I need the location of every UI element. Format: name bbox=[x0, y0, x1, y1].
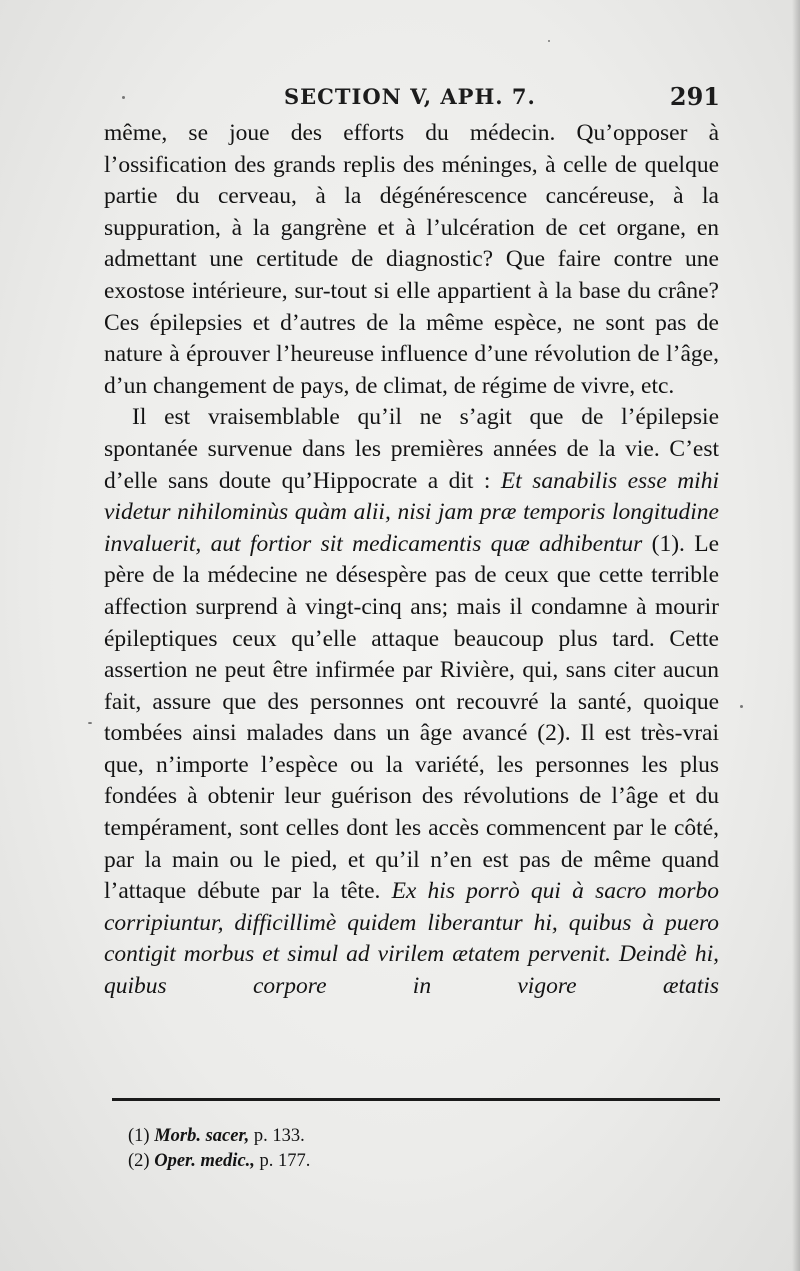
page-header bbox=[100, 78, 720, 118]
paragraph bbox=[104, 118, 719, 402]
text-run: même, se joue des efforts du médecin. Qu’opposer à l’ossification des grands replis des méninges, à celle de quelque partie du cerveau, à la dégénérescence cancéreuse, à la suppuration, à la gangrène et à l’ulcération de cet organe, en admettant une certitude de diagnostic? Que faire contre une exostose intérieure, sur-tout si elle appartient à la base du crâne? Ces épilepsies et d’autres de la même espèce, ne sont pas de nature à éprouver l’heureuse influence d’une révolution de l’âge, d’un changement de pays, de climat, de régime de vivre, etc. bbox=[104, 120, 719, 399]
footnote-ref: p. 177. bbox=[259, 1151, 311, 1171]
footnote-work: Oper. medic., bbox=[154, 1151, 255, 1171]
footnote-marker: (1) bbox=[128, 1126, 150, 1146]
footnote bbox=[128, 1124, 528, 1149]
paragraph bbox=[104, 402, 719, 1002]
page-number: 291 bbox=[669, 82, 720, 111]
footnote-rule bbox=[112, 1098, 720, 1101]
footnotes bbox=[128, 1124, 528, 1174]
paper-speck bbox=[122, 96, 125, 99]
footnote-marker: (2) bbox=[128, 1151, 150, 1171]
paper-speck bbox=[740, 705, 743, 708]
paper-speck bbox=[88, 722, 92, 724]
footnote-ref: p. 133. bbox=[253, 1126, 305, 1146]
running-head: SECTION V, APH. 7. bbox=[284, 84, 536, 109]
paper-speck bbox=[548, 40, 550, 42]
footnote-work: Morb. sacer, bbox=[154, 1126, 250, 1146]
page-edge-shadow bbox=[792, 0, 800, 1271]
footnote bbox=[128, 1149, 528, 1174]
text-run: Il est vraisemblable qu’il ne s’agit que de l’épilepsie spontanée survenue dans les premières années de la vie. C’est d’elle sans doute qu’Hippocrate a dit : bbox=[104, 404, 719, 494]
latin-quotation: Ex his porrò qui à sacro morbo corripiuntur, difficillimè quidem liberantur hi, quibus à puero contigit morbus et simul ad virilem ætatem pervenit. Deindè hi, quibus corpore in vigore ætatis bbox=[104, 878, 719, 1000]
latin-quotation: Et sanabilis esse mihi videtur nihilominùs quàm alii, nisi jam præ temporis longitudine invaluerit, aut fortior sit medicamentis quæ adhibentur bbox=[104, 467, 719, 557]
text-run: (1). Le père de la médecine ne désespère pas de ceux que cette terrible affection surprend à vingt-cinq ans; mais il condamne à mourir épileptiques ceux qu’elle attaque beaucoup plus tard. Cette assertion ne peut être infirmée par Rivière, qui, sans citer aucun fait, assure que des personnes ont recouvré la santé, quoique tombées ainsi malades dans un âge avancé (2). Il est très-vrai que, n’importe l’espèce ou la variété, les personnes les plus fondées à obtenir leur guérison des révolutions de l’âge et du tempérament, sont celles dont les accès commencent par le côté, par la main ou le pied, et qu’il n’en est pas de même quand l’attaque débute par la tête. bbox=[104, 530, 719, 905]
body-text bbox=[104, 118, 719, 1003]
